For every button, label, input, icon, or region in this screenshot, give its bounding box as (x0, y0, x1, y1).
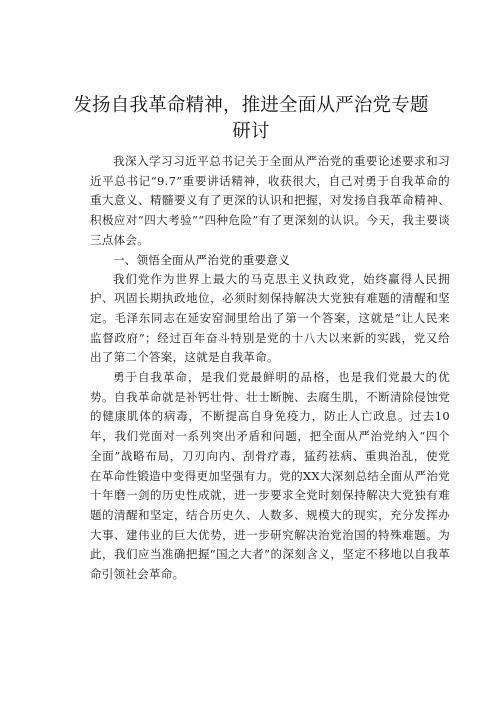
document-title: 发扬自我革命精神，推进全面从严治党专题研讨 (73, 95, 429, 142)
section-paragraph-2: 勇于自我革命，是我们党最鲜明的品格，也是我们党最大的优势。自我革命就是补钙壮骨、壮士断腕、去腐生肌，不断清除侵蚀党的健康肌体的病毒，不断提高自身免疫力，防止人亡政息。过去10年，我们党面对一系列突出矛盾和问题，把全面从严治党纳入“四个全面”战略布局，刀刃向内、刮骨疗毒，猛药祛病、重典治乱，使党在革命性锻造中变得更加坚强有力。党的XX大深刻总结全面从严治党十年磨一剑的历史性成就，进一步要求全党时刻保持解决大党独有难题的清醒和坚定，结合历史久、人数多、规模大的现实，充分发挥办大事、建伟业的巨大优势，进一步研究解决治党治国的特殊难题。为此，我们应当准确把握“国之大者”的深刻含义，坚定不移地以自我革命引领社会革命。 (90, 370, 450, 582)
document-body (90, 152, 450, 585)
section-paragraph-1: 我们党作为世界上最大的马克思主义执政党，始终赢得人民拥护、巩固长期执政地位，必须时刻保持解决大党独有难题的清醒和坚定。毛泽东同志在延安窑洞里给出了第一个答案，这就是“让人民来监督政府”；经过百年奋斗特别是党的十八大以来新的实践，党又给出了第二个答案，这就是自我革命。 (90, 271, 450, 365)
section-heading: 一、领悟全面从严治党的重要意义 (113, 252, 290, 267)
intro-paragraph: 我深入学习习近平总书记关于全面从严治党的重要论述要求和习近平总书记“9.7”重要讲话精神，收获很大，自己对勇于自我革命的重大意义、精髓要义有了更深的认识和把握，对发扬自我革命精神、积极应对“四大考验”“四种危险”有了更深刻的认识。今天，我主要谈三点体会。 (90, 154, 450, 247)
